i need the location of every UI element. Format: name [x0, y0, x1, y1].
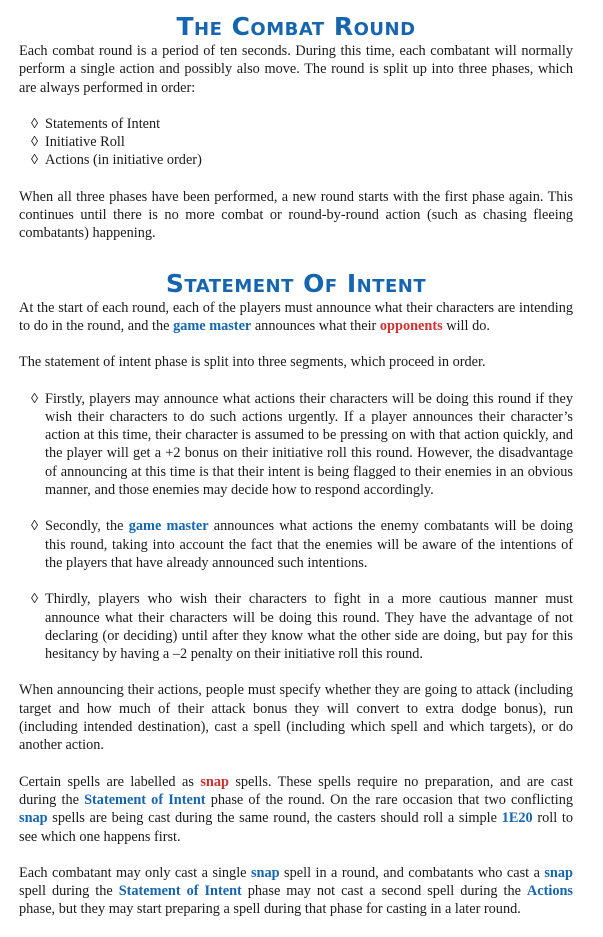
list-item: ◊ Firstly, players may announce what actions their characters will be doing this round if they wish their characters to do such actions urgently. If a player announces their character’s action at this time, their character is assumed to be pressing on with that action quickly, and the player will get a +2 bonus on their initiative roll this round. However, the disadvantage of announcing at this time is that their intent is being flagged to their enemies in an obvious manner, and those enemies may decide how to respond accordingly.	[31, 390, 573, 499]
keyword-statement-of-intent: Statement of Intent	[84, 791, 206, 808]
diamond-bullet-icon: ◊	[31, 134, 39, 151]
snap-spells: Certain spells are labelled as snap spells. These spells require no preparation, and are cast during the Statement of Intent phase of the round. On the rare occasion that two conflicting snap spells are being cast during the same round, the casters should roll a simple 1E20 roll to see which one happens first.	[19, 773, 573, 845]
list-item: ◊ Statements of Intent	[31, 115, 161, 132]
keyword-statement-of-intent: Statement of Intent	[118, 883, 242, 900]
keyword-opponents: opponents	[379, 317, 443, 334]
keyword-snap: snap	[200, 773, 229, 790]
list-item: ◊ Thirdly, players who wish their characters to fight in a more cautious manner must announce what their characters will be doing this round. They have the advantage of not declaring (or deciding) until after they know what the other side are doing, but pay for this hesitancy by having a –2 penalty on their initiative roll this round.	[31, 591, 573, 663]
list-item: ◊ Secondly, the game master announces what actions the enemy combatants will be doing this round, taking into account the fact that the enemies will be aware of the intentions of the players that have already announced such intentions.	[31, 518, 573, 571]
diamond-bullet-icon: ◊	[31, 115, 39, 132]
diamond-bullet-icon: ◊	[31, 152, 39, 169]
list-item: ◊ Initiative Roll	[31, 134, 125, 151]
phase-list	[19, 115, 573, 170]
keyword-game-master: game master	[173, 317, 252, 334]
combat-round-intro: Each combat round is a period of ten seconds. During this time, each combatant will normally perform a single action and possibly also move. The round is split up into three phases, which are always performed in order:	[19, 43, 573, 96]
section-title-combat-round: The Combat Round	[176, 12, 416, 41]
keyword-snap: snap	[19, 810, 48, 827]
diamond-bullet-icon: ◊	[31, 390, 39, 407]
document-page	[19, 12, 573, 919]
keyword-snap: snap	[250, 864, 280, 881]
diamond-bullet-icon: ◊	[31, 518, 39, 535]
segment-list	[19, 390, 573, 664]
diamond-bullet-icon: ◊	[31, 591, 39, 608]
snap-limit: Each combatant may only cast a single snap spell in a round, and combatants who cast a snap spell during the Statement of Intent phase may not cast a second spell during the Actions phase, but they may start preparing a spell during that phase for casting in a later round.	[19, 864, 573, 918]
list-item: ◊ Actions (in initiative order)	[31, 152, 202, 169]
keyword-game-master: game master	[128, 518, 209, 535]
keyword-actions: Actions	[526, 883, 573, 900]
statement-intro: At the start of each round, each of the players must announce what their characters are intending to do in the round, and the game master announces what their opponents will do.	[19, 299, 573, 334]
section-title-statement-of-intent: Statement Of Intent	[165, 268, 427, 298]
keyword-1e20: 1E20	[501, 810, 533, 827]
announcing-actions: When announcing their actions, people must specify whether they are going to attack (including target and how much of their attack bonus they will convert to extra dodge bonus), run (including intended destination), cast a spell (including which spell and which targets), or do another action.	[19, 682, 573, 754]
keyword-snap: snap	[544, 864, 573, 881]
statement-segments: The statement of intent phase is split into three segments, which proceed in order.	[19, 354, 486, 371]
combat-round-after: When all three phases have been performed, a new round starts with the first phase again. This continues until there is no more combat or round-by-round action (such as chasing fleeing combatants) happening.	[19, 188, 573, 242]
